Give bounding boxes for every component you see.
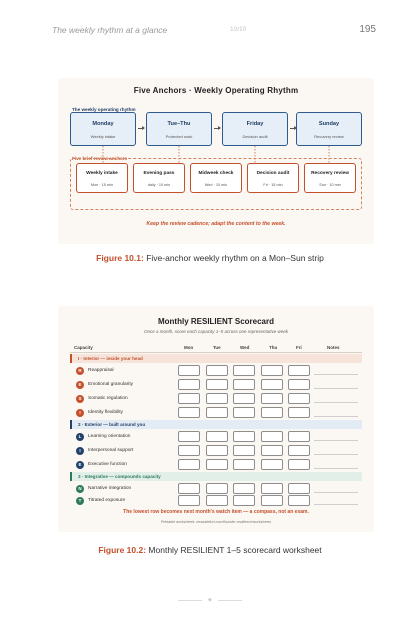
score-input-tue[interactable] <box>206 431 228 442</box>
divider <box>218 600 242 601</box>
table-row <box>70 406 362 419</box>
divider <box>178 600 202 601</box>
score-input-tue[interactable] <box>206 459 228 470</box>
score-input-thu[interactable] <box>261 495 283 506</box>
scorecard-footnote: The lowest row becomes next month's watch item — a compass, not an exam. <box>123 509 309 515</box>
score-input-wed[interactable] <box>233 483 255 494</box>
anchor-name: Tue–Thu <box>167 121 191 127</box>
review-anchor-recovery-review <box>304 163 356 193</box>
letter-badge: N <box>76 485 84 493</box>
notes-field[interactable] <box>314 454 358 455</box>
score-input-wed[interactable] <box>233 445 255 456</box>
score-input-thu[interactable] <box>261 445 283 456</box>
table-row <box>70 364 362 377</box>
notes-field[interactable] <box>314 440 358 441</box>
score-input-fri[interactable] <box>288 459 310 470</box>
review-time: Fri · 15 min <box>263 183 283 187</box>
score-input-wed[interactable] <box>233 379 255 390</box>
review-time: Mon · 15 min <box>90 183 114 187</box>
page-number: 195 <box>359 24 376 35</box>
score-input-wed[interactable] <box>233 459 255 470</box>
letter-badge: E <box>76 381 84 389</box>
anchor-name: Sunday <box>318 121 340 127</box>
page-footer-ornament <box>178 597 242 605</box>
score-input-tue[interactable] <box>206 495 228 506</box>
score-input-wed[interactable] <box>233 495 255 506</box>
score-input-mon[interactable] <box>178 483 200 494</box>
printable-note: Printable worksheets: renaudefurt.com/founder-resilience/worksheets <box>160 520 272 524</box>
capacity-name: Identity flexibility <box>88 410 123 415</box>
review-name: Midweek check <box>198 171 234 176</box>
anchor-desc: Recovery review <box>314 134 344 139</box>
score-input-tue[interactable] <box>206 379 228 390</box>
score-input-tue[interactable] <box>206 483 228 494</box>
running-head <box>52 25 376 39</box>
letter-badge: I <box>76 409 84 417</box>
capacity-name: Emotional granularity <box>88 382 134 387</box>
anchor-name: Friday <box>246 121 264 127</box>
capacity-name: Reappraisal <box>88 368 114 373</box>
score-input-fri[interactable] <box>288 495 310 506</box>
figure-caption <box>0 253 420 263</box>
score-input-fri[interactable] <box>288 379 310 390</box>
review-time: Wed · 10 min <box>204 183 228 187</box>
score-input-thu[interactable] <box>261 459 283 470</box>
section-interior: I · Interior — inside your head <box>70 354 362 363</box>
col-header-wed: Wed <box>240 345 250 350</box>
letter-badge: L <box>76 433 84 441</box>
score-input-wed[interactable] <box>233 407 255 418</box>
figure-footnote: Keep the review cadence; adapt the content to the week. <box>146 221 286 227</box>
score-input-wed[interactable] <box>233 393 255 404</box>
score-input-mon[interactable] <box>178 393 200 404</box>
table-row <box>70 494 362 507</box>
review-time: Sun · 10 min <box>319 183 341 187</box>
score-input-thu[interactable] <box>261 431 283 442</box>
review-anchor-decision-audit <box>247 163 299 193</box>
figure-caption <box>0 545 420 555</box>
figure-weekly-rhythm <box>58 78 374 244</box>
figure-resilient-scorecard <box>58 306 374 532</box>
review-name: Weekly intake <box>86 171 118 176</box>
score-input-fri[interactable] <box>288 393 310 404</box>
review-name: Recovery review <box>311 171 349 176</box>
capacity-name: Narrative integration <box>88 486 132 491</box>
section-exterior: 2 · Exterior — built around you <box>70 420 362 429</box>
capacity-name: Executive function <box>88 462 127 467</box>
col-header-tue: Tue <box>213 345 221 350</box>
notes-field[interactable] <box>314 374 358 375</box>
score-input-fri[interactable] <box>288 445 310 456</box>
col-header-notes: Notes <box>327 345 340 350</box>
notes-field[interactable] <box>314 492 358 493</box>
score-input-thu[interactable] <box>261 483 283 494</box>
score-input-mon[interactable] <box>178 365 200 376</box>
caption-label: Figure 10.1: <box>96 253 144 263</box>
notes-field[interactable] <box>314 468 358 469</box>
figure-title: Five Anchors · Weekly Operating Rhythm <box>133 86 299 95</box>
capacity-name: Titrated exposure <box>88 498 126 503</box>
score-input-fri[interactable] <box>288 431 310 442</box>
scorecard-header-row <box>70 343 362 353</box>
table-row <box>70 430 362 443</box>
section-integrative: 3 · Integrative — compounds capacity <box>70 472 362 481</box>
letter-badge: R <box>76 367 84 375</box>
col-header-mon: Mon <box>184 345 194 350</box>
review-name: Decision audit <box>256 171 290 176</box>
review-anchor-midweek-check <box>190 163 242 193</box>
notes-field[interactable] <box>314 504 358 505</box>
col-header-fri: Fri <box>296 345 302 350</box>
ornament-dot-icon: ◆ <box>208 597 212 603</box>
running-head-counter: 10/10 <box>230 26 247 33</box>
score-input-mon[interactable] <box>178 495 200 506</box>
notes-field[interactable] <box>314 388 358 389</box>
score-input-thu[interactable] <box>261 393 283 404</box>
score-input-mon[interactable] <box>178 445 200 456</box>
score-input-fri[interactable] <box>288 365 310 376</box>
review-name: Evening pass <box>143 171 175 176</box>
caption-text: Monthly RESILIENT 1–5 scorecard worksheet <box>148 545 322 555</box>
table-row <box>70 392 362 405</box>
caption-text: Five-anchor weekly rhythm on a Mon–Sun strip <box>146 253 324 263</box>
score-input-tue[interactable] <box>206 445 228 456</box>
score-input-fri[interactable] <box>288 407 310 418</box>
review-group-label: Five brief review anchors <box>72 156 128 161</box>
notes-field[interactable] <box>314 416 358 417</box>
letter-badge: E <box>76 461 84 469</box>
table-row <box>70 444 362 457</box>
scorecard-subtitle: Once a month, score each capacity 1–5 across one representative week <box>143 329 289 334</box>
notes-field[interactable] <box>314 402 358 403</box>
scorecard-title: Monthly RESILIENT Scorecard <box>157 317 275 326</box>
weekly-group-label: The weekly operating rhythm <box>72 107 136 112</box>
anchor-desc: Decision audit <box>242 134 268 139</box>
score-input-tue[interactable] <box>206 393 228 404</box>
anchor-name: Monday <box>92 121 114 127</box>
score-input-wed[interactable] <box>233 365 255 376</box>
review-anchor-weekly-intake <box>76 163 128 193</box>
score-input-wed[interactable] <box>233 431 255 442</box>
review-time: daily · 10 min <box>147 183 171 187</box>
review-anchor-evening-pass <box>133 163 185 193</box>
score-input-mon[interactable] <box>178 459 200 470</box>
capacity-name: Learning orientation <box>88 434 131 439</box>
caption-label: Figure 10.2: <box>98 545 147 555</box>
letter-badge: S <box>76 395 84 403</box>
capacity-name: Interpersonal support <box>88 448 134 453</box>
table-row <box>70 378 362 391</box>
table-row <box>70 458 362 471</box>
anchor-desc: Weekly intake <box>90 134 116 139</box>
score-input-tue[interactable] <box>206 407 228 418</box>
score-input-tue[interactable] <box>206 365 228 376</box>
score-input-fri[interactable] <box>288 483 310 494</box>
letter-badge: I <box>76 447 84 455</box>
score-input-mon[interactable] <box>178 407 200 418</box>
score-input-thu[interactable] <box>261 365 283 376</box>
col-header-thu: Thu <box>269 345 278 350</box>
letter-badge: T <box>76 497 84 505</box>
score-input-mon[interactable] <box>178 379 200 390</box>
capacity-name: Somatic regulation <box>88 396 128 401</box>
score-input-thu[interactable] <box>261 407 283 418</box>
anchor-desc: Protected work <box>165 134 193 139</box>
running-head-title: The weekly rhythm at a glance <box>52 25 168 35</box>
score-input-thu[interactable] <box>261 379 283 390</box>
col-header-capacity: Capacity <box>74 345 93 350</box>
score-input-mon[interactable] <box>178 431 200 442</box>
